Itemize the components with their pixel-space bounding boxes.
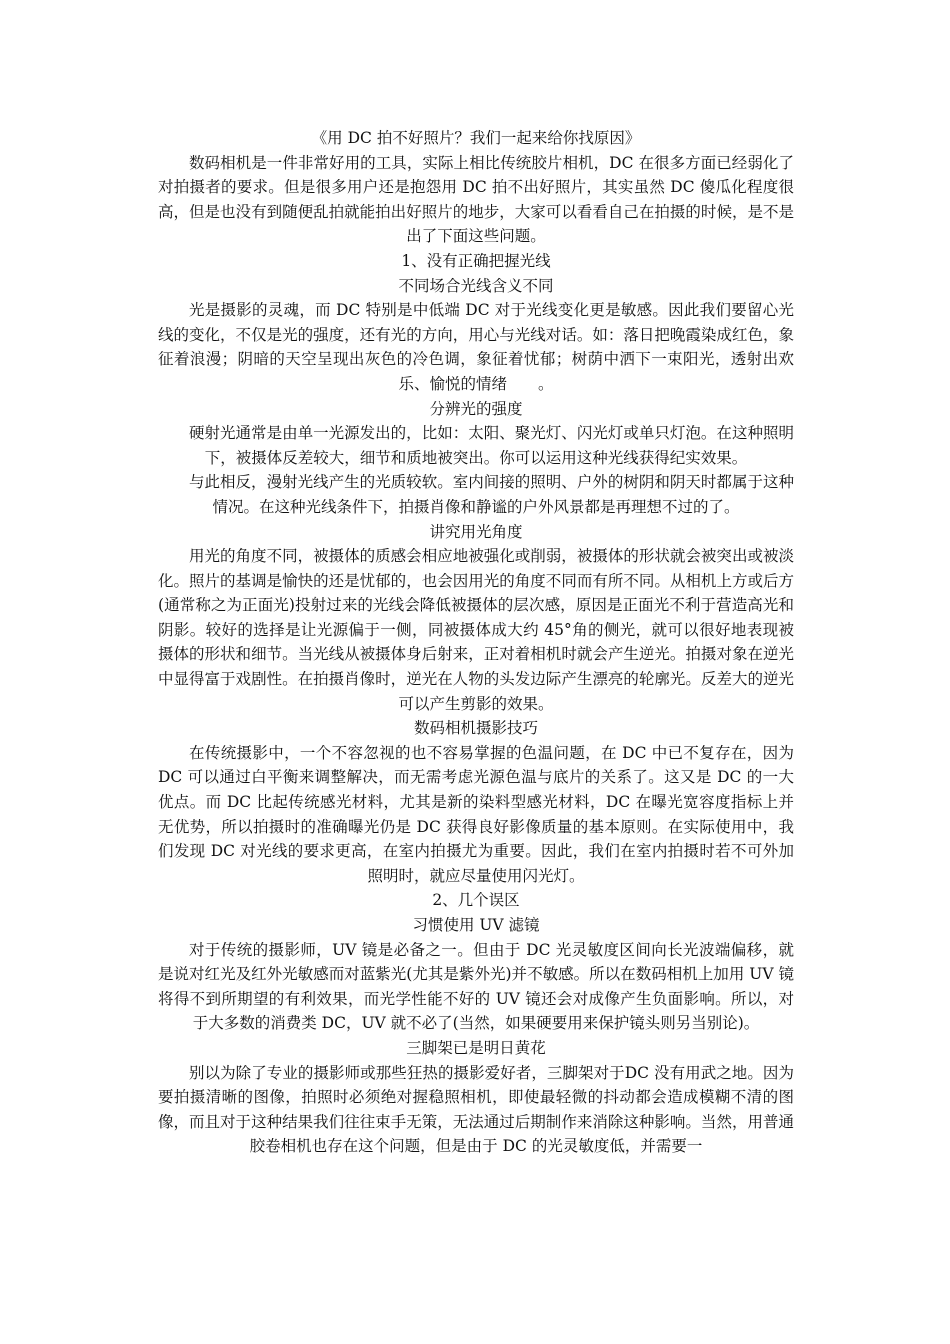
intro-paragraph: 数码相机是一件非常好用的工具，实际上相比传统胶片相机，DC 在很多方面已经弱化了对拍摄者的要求。但是很多用户还是抱怨用 DC 拍不出好照片，其实虽然 DC 傻瓜化程度很高，但是也没有到随便乱拍就能拍出好照片的地步，大家可以看看自己在拍摄的时候，是不是出了下面这些问题。: [158, 153, 794, 246]
subheading-tripod: 三脚架已是明日黄花: [406, 1038, 546, 1057]
paragraph-light-angle: 用光的角度不同，被摄体的质感会相应地被强化或削弱，被摄体的形状就会被突出或被淡化。照片的基调是愉快的还是忧郁的，也会因用光的角度不同而有所不同。从相机上方或后方(通常称之为正面光)投射过来的光线会降低被摄体的层次感，原因是正面光不利于营造高光和阴影。较好的选择是让光源偏于一侧，同被摄体成大约 45°角的侧光，就可以很好地表现被摄体的形状和细节。当光线从被摄体身后射来，正对着相机时就会产生逆光。拍摄对象在逆光中显得富于戏剧性。在拍摄肖像时，逆光在人物的头发边际产生漂亮的轮廓光。反差大的逆光可以产生剪影的效果。: [158, 547, 794, 713]
subheading-dc-tips: 数码相机摄影技巧: [413, 719, 538, 738]
paragraph-tripod: 别以为除了专业的摄影师或那些狂热的摄影爱好者，三脚架对于DC 没有用武之地。因为要拍摄清晰的图像，拍照时必须绝对握稳照相机，即使最轻微的抖动都会造成模糊不清的图像，而且对于这种结果我们往往束手无策，无法通过后期制作来消除这种影响。当然，用普通胶卷相机也存在这个问题，但是由于 DC 的光灵敏度低，并需要一: [158, 1063, 794, 1156]
subheading-light-intensity: 分辨光的强度: [429, 399, 523, 418]
document-page: [158, 126, 794, 1159]
document-title: 《用 DC 拍不好照片？我们一起来给你找原因》: [311, 129, 641, 147]
paragraph-uv-filter: 对于传统的摄影师，UV 镜是必备之一。但由于 DC 光灵敏度区间向长光波端偏移，就是说对红光及红外光敏感而对蓝紫光(尤其是紫外光)并不敏感。所以在数码相机上加用 UV 镜将得不到所期望的有利效果，而光学性能不好的 UV 镜还会对成像产生负面影响。所以，对于大多数的消费类 DC，UV 就不必了(当然，如果硬要用来保护镜头则另当别论)。: [158, 940, 794, 1033]
subheading-light-meaning: 不同场合光线含义不同: [398, 276, 554, 295]
paragraph-dc-tips: 在传统摄影中，一个不容忽视的也不容易掌握的色温问题，在 DC 中已不复存在，因为 DC 可以通过白平衡来调整解决，而无需考虑光源色温与底片的关系了。这又是 DC 的一大优点。而 DC 比起传统感光材料，尤其是新的染料型感光材料，DC 在曝光宽容度指标上并无优势，所以拍摄时的准确曝光仍是 DC 获得良好影像质量的基本原则。在实际使用中，我们发现 DC 对光线的要求更高，在室内拍摄尤为重要。因此，我们在室内拍摄时若不可外加照明时，就应尽量使用闪光灯。: [158, 743, 794, 885]
paragraph-light-meaning: 光是摄影的灵魂，而 DC 特别是中低端 DC 对于光线变化更是敏感。因此我们要留心光线的变化，不仅是光的强度，还有光的方向，用心与光线对话。如：落日把晚霞染成红色，象征着浪漫；阴暗的天空呈现出灰色的冷色调，象征着忧郁；树荫中洒下一束阳光，透射出欢乐、愉悦的情绪 。: [158, 301, 794, 393]
section-1-heading: 1、没有正确把握光线: [401, 251, 551, 270]
paragraph-diffuse-light: 与此相反，漫射光线产生的光质较软。室内间接的照明、户外的树阴和阴天时都属于这种情况。在这种光线条件下，拍摄肖像和静谧的户外风景都是再理想不过的了。: [189, 473, 794, 516]
paragraph-hard-light: 硬射光通常是由单一光源发出的，比如：太阳、聚光灯、闪光灯或单只灯泡。在这种照明下，被摄体反差较大，细节和质地被突出。你可以运用这种光线获得纪实效果。: [189, 424, 794, 467]
subheading-light-angle: 讲究用光角度: [429, 522, 523, 541]
subheading-uv-filter: 习惯使用 UV 滤镜: [412, 916, 540, 934]
section-2-heading: 2、几个误区: [432, 891, 520, 910]
